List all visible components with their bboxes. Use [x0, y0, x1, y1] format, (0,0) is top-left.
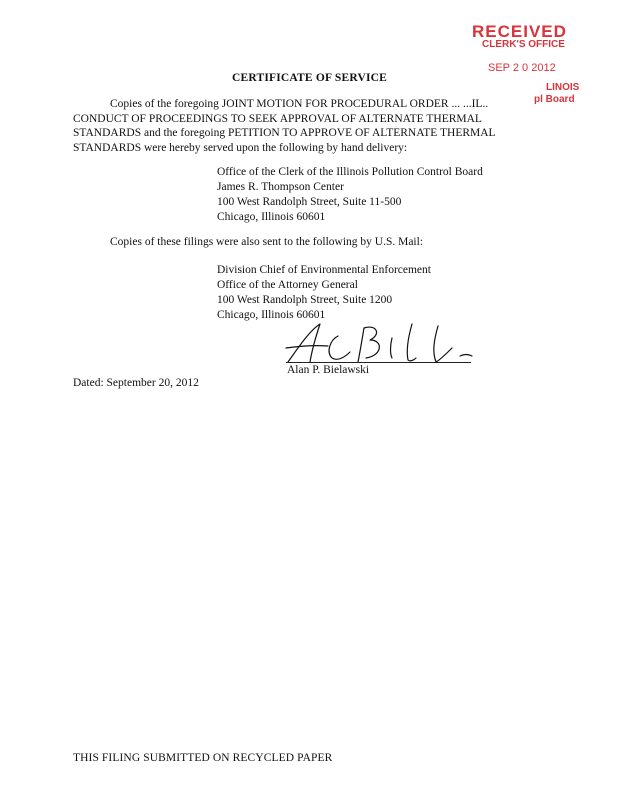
stamp-state-text: LINOIS — [546, 82, 580, 93]
signer-name: Alan P. Bielawski — [287, 364, 370, 376]
stamp-board-text: pl Board — [534, 94, 575, 105]
address-line: 100 West Randolph Street, Suite 11-500 — [217, 196, 402, 208]
mail-address — [217, 263, 431, 323]
document-title: CERTIFICATE OF SERVICE — [231, 72, 388, 84]
address-line: James R. Thompson Center — [217, 181, 344, 193]
address-line: Office of the Clerk of the Illinois Pollution Control Board — [217, 166, 483, 178]
recycled-paper-footer: THIS FILING SUBMITTED ON RECYCLED PAPER — [73, 752, 333, 764]
address-line: Chicago, Illinois 60601 — [217, 211, 326, 223]
address-line: Chicago, Illinois 60601 — [217, 309, 326, 321]
date-line: Dated: September 20, 2012 — [73, 377, 199, 389]
stamp-date-text: SEP 2 0 2012 — [488, 62, 556, 74]
hand-delivery-address — [217, 165, 483, 225]
signature-line — [286, 362, 471, 363]
stamp-office-text: CLERK'S OFFICE — [482, 39, 565, 50]
service-paragraph: Copies of the foregoing JOINT MOTION FOR PROCEDURAL ORDER ... ...IL.. CONDUCT OF PROCEEDINGS TO SEEK APPROVAL OF ALTERNATE THERMAL STANDARDS and the foregoing PETITION TO APPROVE OF ALTERNATE THERMAL STANDARDS were hereby served upon the following by hand delivery: — [73, 98, 496, 154]
handwritten-signature — [280, 318, 480, 368]
stamp-received-text: RECEIVED — [472, 22, 567, 41]
address-line: Office of the Attorney General — [217, 279, 358, 291]
address-line: 100 West Randolph Street, Suite 1200 — [217, 294, 393, 306]
address-line: Division Chief of Environmental Enforcement — [217, 264, 431, 276]
mail-paragraph: Copies of these filings were also sent to the following by U.S. Mail: — [110, 236, 424, 248]
